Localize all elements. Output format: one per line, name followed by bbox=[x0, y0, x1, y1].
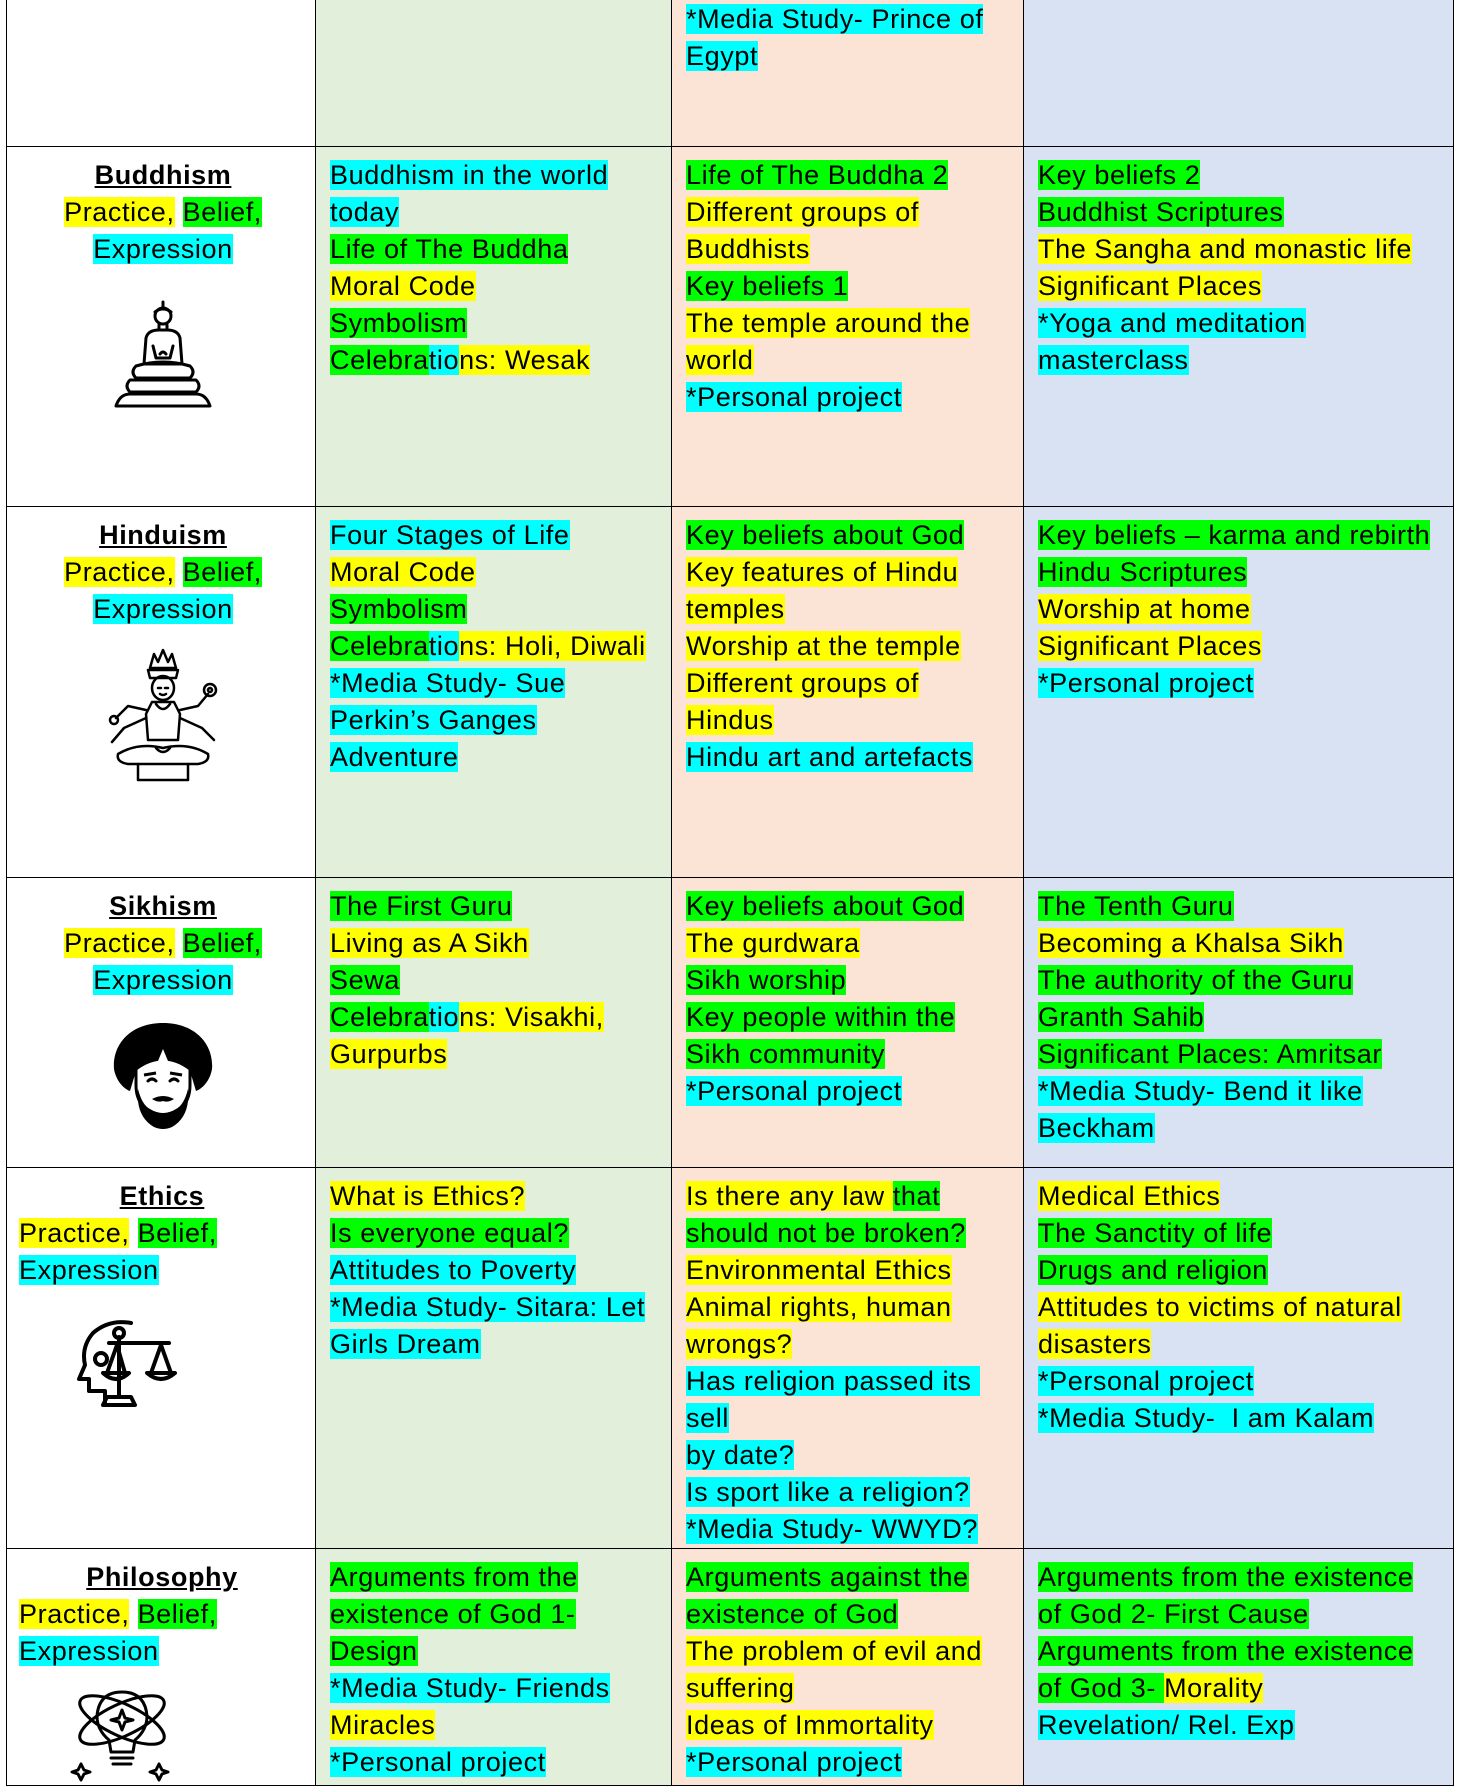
topic-tags: Practice, Belief, bbox=[64, 197, 262, 227]
list-item-text: Is sport like a religion? bbox=[686, 1477, 970, 1507]
list-item-text: *Personal project bbox=[686, 1747, 902, 1777]
lightbulb-atom-icon bbox=[67, 1682, 177, 1782]
list-item-text: Key beliefs 1 bbox=[686, 271, 849, 301]
cell-philosophy-c1 bbox=[316, 1549, 672, 1786]
topic-tags-expression: Expression bbox=[93, 234, 233, 264]
list-item-text: Hindu Scriptures bbox=[1038, 557, 1248, 587]
list-item-text: Morality bbox=[1164, 1673, 1264, 1703]
cell-top-c1 bbox=[316, 0, 672, 147]
list-item-text: Miracles bbox=[330, 1710, 436, 1740]
list-item bbox=[330, 268, 661, 305]
cell-hinduism-c1 bbox=[316, 507, 672, 878]
cell-top-c2 bbox=[672, 0, 1024, 147]
list-item bbox=[686, 554, 1013, 591]
table-row-top bbox=[7, 0, 1454, 147]
list-item bbox=[686, 1036, 1013, 1073]
list-item-text: masterclass bbox=[1038, 345, 1189, 375]
list-item bbox=[330, 925, 661, 962]
topic-tags-expression: Expression bbox=[93, 594, 233, 624]
list-item-text: Granth Sahib bbox=[1038, 1002, 1205, 1032]
list-item-text: Beckham bbox=[1038, 1113, 1155, 1143]
cell-ethics-c2 bbox=[672, 1168, 1024, 1549]
list-item-text: *Yoga and meditation bbox=[1038, 308, 1306, 338]
list-item-text: *Media Study- Sitara: Let bbox=[330, 1292, 646, 1322]
list-item-text: Life of The Buddha 2 bbox=[686, 160, 949, 190]
list-item-text: The First Guru bbox=[330, 891, 513, 921]
list-item bbox=[686, 999, 1013, 1036]
list-item-text: ns: Holi, Diwali bbox=[459, 631, 646, 661]
list-item bbox=[330, 554, 661, 591]
list-item bbox=[330, 1633, 661, 1670]
list-item bbox=[686, 1596, 1013, 1633]
list-item-text: Buddhist Scriptures bbox=[1038, 197, 1284, 227]
list-item-text: Significant Places bbox=[1038, 631, 1262, 661]
list-item bbox=[686, 1511, 1013, 1548]
list-item bbox=[1038, 1252, 1443, 1289]
list-item-text: *Personal project bbox=[686, 382, 902, 412]
list-item-text: Different groups of bbox=[686, 668, 920, 698]
list-item-text: tio bbox=[428, 345, 460, 375]
table-row-hinduism bbox=[7, 507, 1454, 878]
list-item bbox=[330, 305, 661, 342]
list-item-text: Arguments from the existence bbox=[1038, 1636, 1414, 1666]
cell-top-c3 bbox=[1024, 0, 1454, 147]
list-item-text: *Personal project bbox=[686, 1076, 902, 1106]
list-item-text: of God 3- bbox=[1038, 1673, 1165, 1703]
list-item-text: Girls Dream bbox=[330, 1329, 481, 1359]
list-item bbox=[686, 305, 1013, 342]
list-item bbox=[1038, 268, 1443, 305]
list-item-text: by date? bbox=[686, 1440, 795, 1470]
list-item-text: temples bbox=[686, 594, 785, 624]
list-item bbox=[330, 1036, 661, 1073]
list-item bbox=[686, 379, 1013, 416]
list-item bbox=[1038, 1633, 1443, 1670]
topic-tags-expression: Expression bbox=[93, 965, 233, 995]
list-item-text: Worship at the temple bbox=[686, 631, 961, 661]
list-item bbox=[330, 1215, 661, 1252]
list-item bbox=[686, 1744, 1013, 1781]
list-item bbox=[686, 925, 1013, 962]
curriculum-table bbox=[6, 0, 1454, 1786]
list-item bbox=[686, 342, 1013, 379]
list-item-text: *Personal project bbox=[1038, 668, 1254, 698]
list-item-text: Arguments from the existence bbox=[1038, 1562, 1414, 1592]
table-row-philosophy bbox=[7, 1549, 1454, 1786]
list-item-text: Adventure bbox=[330, 742, 459, 772]
list-item-text: Is everyone equal? bbox=[330, 1218, 569, 1248]
list-item bbox=[686, 1559, 1013, 1596]
list-item bbox=[686, 665, 1013, 702]
list-item-text: world bbox=[686, 345, 754, 375]
topic-title: Ethics bbox=[119, 1181, 205, 1211]
list-item-text: wrongs? bbox=[686, 1329, 793, 1359]
list-item-text: Attitudes to Poverty bbox=[330, 1255, 577, 1285]
list-item bbox=[330, 1744, 661, 1781]
sikh-man-turban-icon bbox=[108, 1019, 218, 1131]
list-item-text: Sikh worship bbox=[686, 965, 847, 995]
list-item-text: ns: Visakhi, bbox=[459, 1002, 604, 1032]
list-item bbox=[1038, 342, 1443, 379]
list-item-text: Has religion passed its sell bbox=[686, 1366, 980, 1433]
list-item bbox=[330, 1289, 661, 1326]
list-item-text: *Personal project bbox=[1038, 1366, 1254, 1396]
list-item bbox=[1038, 1178, 1443, 1215]
topic-title: Philosophy bbox=[86, 1562, 238, 1592]
list-item bbox=[330, 665, 661, 702]
list-item bbox=[686, 1633, 1013, 1670]
list-item-text: Hindu art and artefacts bbox=[686, 742, 973, 772]
list-item bbox=[1038, 517, 1443, 554]
list-item-text: The authority of the Guru bbox=[1038, 965, 1354, 995]
list-item-text: Buddhists bbox=[686, 234, 810, 264]
list-item bbox=[1038, 1036, 1443, 1073]
list-item bbox=[1038, 1073, 1443, 1110]
list-item bbox=[686, 194, 1013, 231]
list-item bbox=[330, 1670, 661, 1707]
list-item-text: tio bbox=[428, 631, 460, 661]
list-item-text: Significant Places: Amritsar bbox=[1038, 1039, 1382, 1069]
list-item-text: The gurdwara bbox=[686, 928, 860, 958]
list-item bbox=[330, 194, 661, 231]
cell-buddhism-c3 bbox=[1024, 147, 1454, 507]
list-item: Egypt bbox=[686, 41, 759, 71]
list-item bbox=[1038, 925, 1443, 962]
list-item bbox=[1038, 999, 1443, 1036]
list-item bbox=[686, 231, 1013, 268]
list-item bbox=[1038, 1326, 1443, 1363]
table-row-buddhism bbox=[7, 147, 1454, 507]
topic-cell-philosophy bbox=[7, 1549, 316, 1786]
list-item-text: disasters bbox=[1038, 1329, 1152, 1359]
list-item-text: *Media Study- Bend it like bbox=[1038, 1076, 1363, 1106]
list-item-text: The Sanctity of life bbox=[1038, 1218, 1273, 1248]
list-item-text: existence of God 1- bbox=[330, 1599, 576, 1629]
list-item bbox=[686, 1474, 1013, 1511]
list-item-text: Gurpurbs bbox=[330, 1039, 448, 1069]
list-item bbox=[686, 702, 1013, 739]
list-item bbox=[686, 1363, 1013, 1437]
list-item-text: Sewa bbox=[330, 965, 400, 995]
list-item-text: Moral Code bbox=[330, 557, 476, 587]
list-item bbox=[330, 1707, 661, 1744]
cell-hinduism-c2 bbox=[672, 507, 1024, 878]
cell-sikhism-c3 bbox=[1024, 878, 1454, 1168]
list-item-text: should not be broken? bbox=[686, 1218, 966, 1248]
list-item bbox=[686, 1215, 1013, 1252]
list-item bbox=[330, 517, 661, 554]
list-item-text: Environmental Ethics bbox=[686, 1255, 952, 1285]
topic-cell-ethics bbox=[7, 1168, 316, 1549]
list-item bbox=[1038, 1110, 1443, 1147]
list-item-text: What is Ethics? bbox=[330, 1181, 526, 1211]
cell-hinduism-c3 bbox=[1024, 507, 1454, 878]
cell-top-label bbox=[7, 0, 316, 147]
list-item-text: Key features of Hindu bbox=[686, 557, 959, 587]
list-item-text: that bbox=[892, 1181, 941, 1211]
topic-tags-expression: Expression bbox=[19, 1255, 159, 1285]
list-item-text: today bbox=[330, 197, 400, 227]
list-item bbox=[1038, 1596, 1443, 1633]
list-item bbox=[330, 702, 661, 739]
list-item bbox=[330, 1178, 661, 1215]
list-item-text: Celebra bbox=[330, 631, 429, 661]
list-item bbox=[1038, 962, 1443, 999]
list-item bbox=[1038, 1559, 1443, 1596]
cell-ethics-c3 bbox=[1024, 1168, 1454, 1549]
list-item-text: Design bbox=[330, 1636, 418, 1666]
list-item bbox=[686, 1073, 1013, 1110]
list-item-text: Perkin’s Ganges bbox=[330, 705, 537, 735]
list-item bbox=[330, 1326, 661, 1363]
cell-ethics-c1 bbox=[316, 1168, 672, 1549]
list-item-text: Buddhism in the world bbox=[330, 160, 609, 190]
topic-cell-sikhism bbox=[7, 878, 316, 1168]
list-item-text: The Sangha and monastic life bbox=[1038, 234, 1413, 264]
cell-sikhism-c1 bbox=[316, 878, 672, 1168]
list-item-text: Significant Places bbox=[1038, 271, 1262, 301]
list-item bbox=[686, 157, 1013, 194]
list-item-text: Key beliefs about God bbox=[686, 520, 965, 550]
list-item-text: Sikh community bbox=[686, 1039, 885, 1069]
list-item bbox=[330, 342, 661, 379]
table-row-sikhism bbox=[7, 878, 1454, 1168]
list-item bbox=[1038, 665, 1443, 702]
topic-title: Sikhism bbox=[109, 891, 217, 921]
topic-title: Buddhism bbox=[94, 160, 232, 190]
list-item bbox=[1038, 1707, 1443, 1744]
list-item-text: The problem of evil and bbox=[686, 1636, 982, 1666]
list-item bbox=[1038, 1215, 1443, 1252]
list-item-text: tio bbox=[428, 1002, 460, 1032]
list-item bbox=[1038, 1400, 1443, 1437]
table-row-ethics bbox=[7, 1168, 1454, 1549]
list-item bbox=[1038, 194, 1443, 231]
list-item bbox=[686, 1289, 1013, 1326]
list-item-text: Arguments from the bbox=[330, 1562, 578, 1592]
topic-tags: Practice, Belief, bbox=[19, 1599, 217, 1629]
list-item-text: existence of God bbox=[686, 1599, 899, 1629]
topic-title: Hinduism bbox=[99, 520, 227, 550]
list-item-text: Arguments against the bbox=[686, 1562, 969, 1592]
list-item bbox=[686, 1437, 1013, 1474]
list-item bbox=[686, 517, 1013, 554]
buddha-meditating-icon bbox=[108, 298, 218, 418]
list-item-text: Different groups of bbox=[686, 197, 920, 227]
list-item bbox=[1038, 591, 1443, 628]
topic-tags: Practice, Belief, bbox=[64, 928, 262, 958]
list-item-text: *Media Study- Sue bbox=[330, 668, 566, 698]
list-item-text: Celebra bbox=[330, 1002, 429, 1032]
list-item-text: Attitudes to victims of natural bbox=[1038, 1292, 1402, 1322]
list-item-text: The Tenth Guru bbox=[1038, 891, 1234, 921]
list-item bbox=[330, 888, 661, 925]
list-item bbox=[330, 1596, 661, 1633]
list-item bbox=[686, 1252, 1013, 1289]
list-item bbox=[1038, 231, 1443, 268]
list-item-text: Living as A Sikh bbox=[330, 928, 529, 958]
list-item bbox=[686, 888, 1013, 925]
list-item-text: *Media Study- WWYD? bbox=[686, 1514, 978, 1544]
list-item bbox=[330, 591, 661, 628]
list-item bbox=[1038, 1670, 1443, 1707]
list-item-text: Celebra bbox=[330, 345, 429, 375]
list-item bbox=[686, 962, 1013, 999]
list-item bbox=[1038, 157, 1443, 194]
topic-tags: Practice, Belief, bbox=[64, 557, 262, 587]
list-item bbox=[686, 1178, 1013, 1215]
list-item bbox=[330, 999, 661, 1036]
list-item-text: Key beliefs about God bbox=[686, 891, 965, 921]
list-item: *Media Study- Prince of bbox=[686, 4, 984, 34]
list-item-text: *Media Study- I am Kalam bbox=[1038, 1403, 1375, 1433]
list-item bbox=[686, 628, 1013, 665]
list-item bbox=[330, 231, 661, 268]
topic-tags: Practice, Belief, bbox=[19, 1218, 217, 1248]
list-item bbox=[686, 739, 1013, 776]
mind-scales-icon bbox=[59, 1317, 189, 1411]
list-item-text: Drugs and religion bbox=[1038, 1255, 1268, 1285]
list-item-text: Animal rights, human bbox=[686, 1292, 952, 1322]
cell-philosophy-c2 bbox=[672, 1549, 1024, 1786]
hindu-deity-icon bbox=[98, 648, 228, 788]
list-item-text: Symbolism bbox=[330, 594, 468, 624]
list-item-text: Symbolism bbox=[330, 308, 468, 338]
list-item-text: Ideas of Immortality bbox=[686, 1710, 934, 1740]
list-item bbox=[1038, 305, 1443, 342]
list-item bbox=[1038, 554, 1443, 591]
cell-buddhism-c2 bbox=[672, 147, 1024, 507]
list-item bbox=[330, 157, 661, 194]
list-item-text: Life of The Buddha bbox=[330, 234, 569, 264]
list-item-text: Revelation/ Rel. Exp bbox=[1038, 1710, 1295, 1740]
list-item-text: Medical Ethics bbox=[1038, 1181, 1221, 1211]
list-item bbox=[330, 739, 661, 776]
list-item bbox=[1038, 1289, 1443, 1326]
list-item bbox=[1038, 888, 1443, 925]
cell-buddhism-c1 bbox=[316, 147, 672, 507]
list-item-text: suffering bbox=[686, 1673, 795, 1703]
list-item bbox=[330, 1559, 661, 1596]
topic-cell-buddhism bbox=[7, 147, 316, 507]
topic-tags-expression: Expression bbox=[19, 1636, 159, 1666]
list-item-text: *Media Study- Friends bbox=[330, 1673, 610, 1703]
list-item bbox=[1038, 628, 1443, 665]
list-item-text: Becoming a Khalsa Sikh bbox=[1038, 928, 1344, 958]
list-item bbox=[686, 268, 1013, 305]
list-item bbox=[330, 962, 661, 999]
list-item-text: Is there any law bbox=[686, 1181, 893, 1211]
list-item-text: of God 2- First Cause bbox=[1038, 1599, 1309, 1629]
list-item bbox=[1038, 1363, 1443, 1400]
list-item bbox=[330, 1252, 661, 1289]
list-item-text: The temple around the bbox=[686, 308, 971, 338]
list-item-text: Moral Code bbox=[330, 271, 476, 301]
list-item-text: Hindus bbox=[686, 705, 774, 735]
list-item-text: Key beliefs – karma and rebirth bbox=[1038, 520, 1431, 550]
list-item-text: Worship at home bbox=[1038, 594, 1251, 624]
list-item-text: ns: Wesak bbox=[459, 345, 591, 375]
cell-philosophy-c3 bbox=[1024, 1549, 1454, 1786]
list-item bbox=[330, 628, 661, 665]
list-item bbox=[686, 1670, 1013, 1707]
list-item-text: Key beliefs 2 bbox=[1038, 160, 1201, 190]
list-item-text: *Personal project bbox=[330, 1747, 546, 1777]
cell-sikhism-c2 bbox=[672, 878, 1024, 1168]
list-item-text: Four Stages of Life bbox=[330, 520, 570, 550]
list-item-text: Key people within the bbox=[686, 1002, 956, 1032]
topic-cell-hinduism bbox=[7, 507, 316, 878]
list-item bbox=[686, 591, 1013, 628]
list-item bbox=[686, 1707, 1013, 1744]
list-item bbox=[686, 1326, 1013, 1363]
